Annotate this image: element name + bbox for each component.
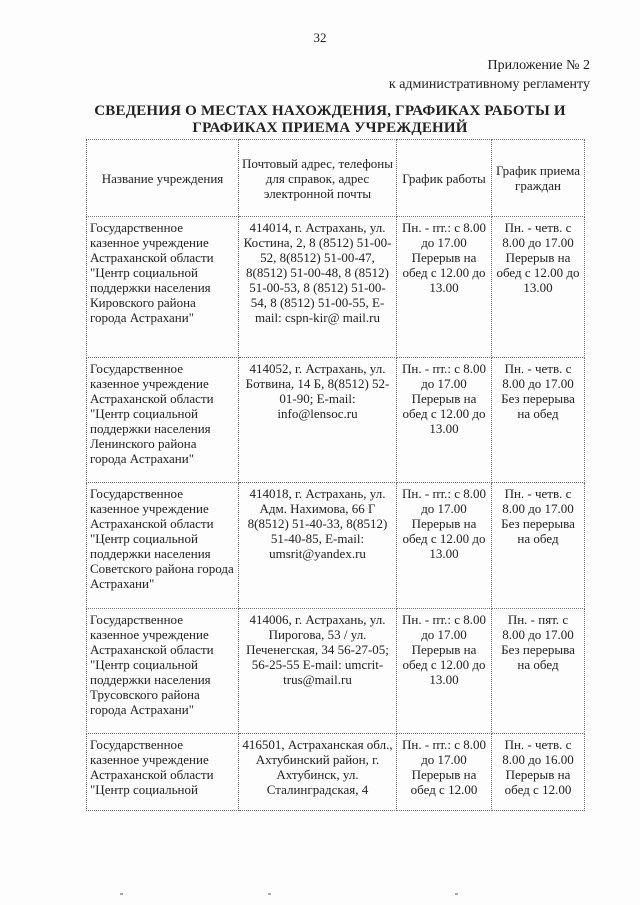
header-address-contacts: Почтовый адрес, телефоны для справок, адрес электронной почты — [239, 140, 397, 217]
cell-work-schedule: Пн. - пт.: с 8.00 до 17.00 Перерыв на обед с 12.00 до 13.00 — [397, 358, 492, 483]
cell-work-schedule: Пн. - пт.: с 8.00 до 17.00 Перерыв на обед с 12.00 до 13.00 — [397, 483, 492, 609]
cell-institution-name: Государственное казенное учреждение Астраханской области "Центр социальной поддержки населения Советского района города Астрахани" — [87, 483, 239, 609]
cell-reception-schedule: Пн. - пят. с 8.00 до 17.00 Без перерыва на обед — [492, 609, 585, 734]
scan-speck — [120, 893, 123, 895]
cell-address: 414052, г. Астрахань, ул. Ботвина, 14 Б, 8(8512) 52-01-90; E-mail: info@lensoc.ru — [239, 358, 397, 483]
cell-institution-name: Государственное казенное учреждение Астраханской области "Центр социальной — [87, 734, 239, 811]
cell-address: 414006, г. Астрахань, ул. Пирогова, 53 / ул. Печенегская, 34 56-27-05; 56-25-55 E-mail: umcrit-trus@mail.ru — [239, 609, 397, 734]
header-institution-name: Название учреждения — [87, 140, 239, 217]
cell-institution-name: Государственное казенное учреждение Астраханской области "Центр социальной поддержки населения Кировского района города Астрахани" — [87, 217, 239, 358]
appendix-reference: к административному регламенту — [388, 77, 590, 92]
cell-address: 414014, г. Астрахань, ул. Костина, 2, 8 (8512) 51-00-52, 8(8512) 51-00-47, 8(8512) 51-00-48, 8 (8512) 51-00-53, 8 (8512) 51-00-54, 8 (8512) 51-00-55, E-mail: cspn-kir@ mail.ru — [239, 217, 397, 358]
cell-address: 414018, г. Астрахань, ул. Адм. Нахимова, 66 Г 8(8512) 51-40-33, 8(8512) 51-40-85, E-mail: umsrit@yandex.ru — [239, 483, 397, 609]
table-header-row — [87, 140, 585, 217]
header-reception-schedule: График приема граждан — [492, 140, 585, 217]
document-title-line-2: ГРАФИКАХ ПРИЕМА УЧРЕЖДЕНИЙ — [192, 120, 468, 136]
cell-reception-schedule: Пн. - четв. с 8.00 до 17.00 Перерыв на обед с 12.00 до 13.00 — [492, 217, 585, 358]
cell-work-schedule: Пн. - пт.: с 8.00 до 17.00 Перерыв на обед с 12.00 до 13.00 — [397, 217, 492, 358]
scan-speck — [455, 893, 458, 895]
appendix-note — [389, 56, 590, 94]
document-title — [60, 103, 600, 137]
appendix-number: Приложение № 2 — [487, 58, 590, 73]
page-number: 32 — [313, 30, 327, 45]
cell-work-schedule: Пн. - пт.: с 8.00 до 17.00 Перерыв на обед с 12.00 до 13.00 — [397, 609, 492, 734]
header-work-schedule: График работы — [397, 140, 492, 217]
cell-institution-name: Государственное казенное учреждение Астраханской области "Центр социальной поддержки населения Трусовского района города Астрахани" — [87, 609, 239, 734]
cell-reception-schedule: Пн. - четв. с 8.00 до 17.00 Без перерыва на обед — [492, 358, 585, 483]
scan-speck — [268, 893, 271, 895]
table-row — [87, 483, 585, 609]
institutions-table — [86, 139, 585, 811]
cell-reception-schedule: Пн. - четв. с 8.00 до 16.00 Перерыв на обед с 12.00 — [492, 734, 585, 811]
table-row — [87, 734, 585, 811]
cell-address: 416501, Астраханская обл., Ахтубинский район, г. Ахтубинск, ул. Сталинградская, 4 — [239, 734, 397, 811]
table-row — [87, 217, 585, 358]
table-row — [87, 609, 585, 734]
cell-reception-schedule: Пн. - четв. с 8.00 до 17.00 Без перерыва на обед — [492, 483, 585, 609]
cell-work-schedule: Пн. - пт.: с 8.00 до 17.00 Перерыв на обед с 12.00 — [397, 734, 492, 811]
document-title-line-1: СВЕДЕНИЯ О МЕСТАХ НАХОЖДЕНИЯ, ГРАФИКАХ РАБОТЫ И — [94, 103, 566, 119]
cell-institution-name: Государственное казенное учреждение Астраханской области "Центр социальной поддержки населения Ленинского района города Астрахани" — [87, 358, 239, 483]
table-row — [87, 358, 585, 483]
